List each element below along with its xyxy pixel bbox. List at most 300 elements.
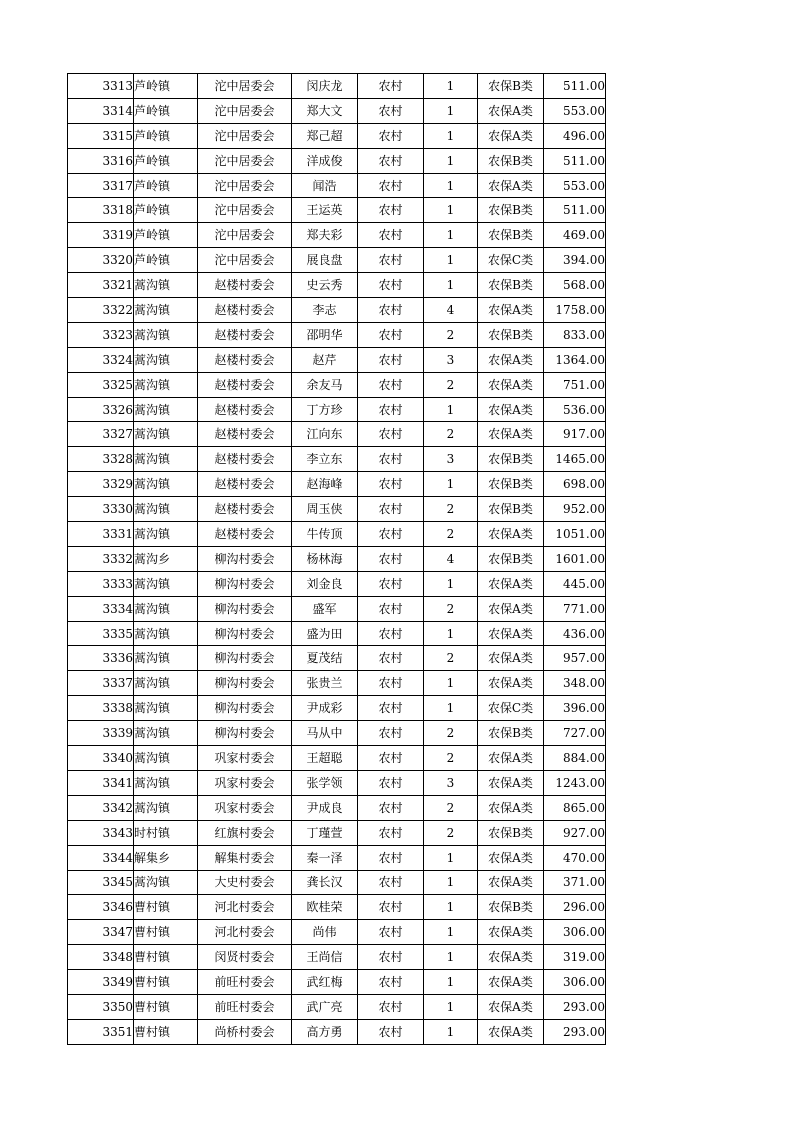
cell-household-type: 农村 [358,447,424,472]
cell-household-type: 农村 [358,522,424,547]
cell-amount: 771.00 [544,596,606,621]
cell-amount: 306.00 [544,970,606,995]
cell-household-type: 农村 [358,248,424,273]
table-row [68,795,606,820]
cell-town: 蒿沟镇 [134,397,198,422]
cell-town: 时村镇 [134,820,198,845]
cell-person-name: 张学领 [292,770,358,795]
cell-amount: 319.00 [544,945,606,970]
cell-town: 蒿沟镇 [134,422,198,447]
cell-person-count: 1 [424,1019,478,1044]
cell-town: 曹村镇 [134,994,198,1019]
cell-person-name: 史云秀 [292,273,358,298]
cell-insurance-category: 农保A类 [478,646,544,671]
cell-amount: 348.00 [544,671,606,696]
cell-household-type: 农村 [358,870,424,895]
cell-household-type: 农村 [358,646,424,671]
cell-amount: 536.00 [544,397,606,422]
cell-household-type: 农村 [358,397,424,422]
cell-village-committee: 柳沟村委会 [198,646,292,671]
cell-village-committee: 解集村委会 [198,845,292,870]
cell-person-name: 李立东 [292,447,358,472]
cell-village-committee: 前旺村委会 [198,994,292,1019]
cell-insurance-category: 农保A类 [478,596,544,621]
cell-town: 蒿沟镇 [134,447,198,472]
cell-person-count: 2 [424,322,478,347]
cell-town: 蒿沟镇 [134,347,198,372]
cell-serial-number: 3347 [68,920,134,945]
cell-person-name: 牛传顶 [292,522,358,547]
cell-household-type: 农村 [358,347,424,372]
cell-person-count: 3 [424,770,478,795]
cell-person-name: 周玉侠 [292,497,358,522]
cell-village-committee: 沱中居委会 [198,98,292,123]
cell-village-committee: 闵贤村委会 [198,945,292,970]
cell-person-name: 王运英 [292,198,358,223]
cell-household-type: 农村 [358,671,424,696]
cell-insurance-category: 农保B类 [478,148,544,173]
cell-village-committee: 赵楼村委会 [198,372,292,397]
cell-village-committee: 沱中居委会 [198,148,292,173]
cell-insurance-category: 农保A类 [478,422,544,447]
cell-household-type: 农村 [358,98,424,123]
cell-person-count: 2 [424,422,478,447]
cell-serial-number: 3337 [68,671,134,696]
table-row [68,746,606,771]
cell-person-count: 1 [424,123,478,148]
cell-village-committee: 赵楼村委会 [198,522,292,547]
cell-person-count: 3 [424,347,478,372]
cell-household-type: 农村 [358,820,424,845]
cell-amount: 293.00 [544,994,606,1019]
table-row [68,223,606,248]
cell-person-name: 赵海峰 [292,472,358,497]
cell-village-committee: 柳沟村委会 [198,571,292,596]
cell-person-name: 张贵兰 [292,671,358,696]
cell-person-name: 郑夫彩 [292,223,358,248]
cell-village-committee: 柳沟村委会 [198,721,292,746]
cell-person-name: 邵明华 [292,322,358,347]
cell-village-committee: 赵楼村委会 [198,322,292,347]
cell-household-type: 农村 [358,721,424,746]
cell-amount: 698.00 [544,472,606,497]
cell-insurance-category: 农保B类 [478,198,544,223]
cell-village-committee: 柳沟村委会 [198,621,292,646]
cell-serial-number: 3346 [68,895,134,920]
table-row [68,870,606,895]
cell-village-committee: 大史村委会 [198,870,292,895]
table-row [68,522,606,547]
cell-town: 曹村镇 [134,895,198,920]
table-row [68,895,606,920]
cell-person-count: 1 [424,671,478,696]
cell-serial-number: 3322 [68,298,134,323]
cell-serial-number: 3350 [68,994,134,1019]
cell-person-name: 秦一泽 [292,845,358,870]
cell-serial-number: 3343 [68,820,134,845]
cell-town: 蒿沟乡 [134,546,198,571]
cell-amount: 1465.00 [544,447,606,472]
cell-amount: 1051.00 [544,522,606,547]
cell-person-count: 1 [424,571,478,596]
cell-town: 蒿沟镇 [134,322,198,347]
table-row [68,596,606,621]
cell-serial-number: 3336 [68,646,134,671]
cell-town: 曹村镇 [134,1019,198,1044]
table-row [68,571,606,596]
table-row [68,546,606,571]
cell-insurance-category: 农保A类 [478,746,544,771]
cell-person-name: 闻浩 [292,173,358,198]
cell-insurance-category: 农保B类 [478,721,544,746]
cell-household-type: 农村 [358,372,424,397]
cell-serial-number: 3323 [68,322,134,347]
cell-person-name: 盛为田 [292,621,358,646]
cell-person-name: 洋成俊 [292,148,358,173]
cell-village-committee: 赵楼村委会 [198,347,292,372]
table-row [68,397,606,422]
table-row [68,372,606,397]
cell-town: 蒿沟镇 [134,795,198,820]
cell-household-type: 农村 [358,472,424,497]
cell-insurance-category: 农保A类 [478,970,544,995]
cell-town: 蒿沟镇 [134,770,198,795]
table-row [68,497,606,522]
cell-amount: 957.00 [544,646,606,671]
cell-household-type: 农村 [358,273,424,298]
table-row [68,1019,606,1044]
cell-person-count: 1 [424,945,478,970]
cell-person-count: 1 [424,223,478,248]
cell-town: 芦岭镇 [134,148,198,173]
cell-village-committee: 沱中居委会 [198,198,292,223]
cell-household-type: 农村 [358,945,424,970]
cell-village-committee: 柳沟村委会 [198,671,292,696]
cell-serial-number: 3317 [68,173,134,198]
cell-insurance-category: 农保B类 [478,322,544,347]
cell-serial-number: 3333 [68,571,134,596]
cell-insurance-category: 农保B类 [478,273,544,298]
cell-town: 蒿沟镇 [134,646,198,671]
cell-person-count: 1 [424,273,478,298]
cell-household-type: 农村 [358,994,424,1019]
cell-village-committee: 巩家村委会 [198,795,292,820]
cell-serial-number: 3320 [68,248,134,273]
cell-person-name: 江向东 [292,422,358,447]
cell-amount: 1243.00 [544,770,606,795]
cell-amount: 293.00 [544,1019,606,1044]
cell-town: 蒿沟镇 [134,273,198,298]
cell-village-committee: 沱中居委会 [198,248,292,273]
cell-town: 解集乡 [134,845,198,870]
cell-household-type: 农村 [358,621,424,646]
cell-amount: 751.00 [544,372,606,397]
cell-amount: 394.00 [544,248,606,273]
cell-insurance-category: 农保B类 [478,895,544,920]
cell-amount: 511.00 [544,148,606,173]
cell-household-type: 农村 [358,571,424,596]
table-row [68,920,606,945]
table-row [68,123,606,148]
cell-person-name: 郑己超 [292,123,358,148]
table-row [68,273,606,298]
cell-person-name: 尚伟 [292,920,358,945]
cell-serial-number: 3351 [68,1019,134,1044]
cell-insurance-category: 农保A类 [478,795,544,820]
cell-insurance-category: 农保A类 [478,123,544,148]
cell-village-committee: 沱中居委会 [198,74,292,99]
cell-village-committee: 柳沟村委会 [198,596,292,621]
cell-insurance-category: 农保B类 [478,546,544,571]
cell-person-count: 2 [424,820,478,845]
cell-insurance-category: 农保A类 [478,397,544,422]
cell-village-committee: 赵楼村委会 [198,397,292,422]
cell-person-count: 1 [424,472,478,497]
cell-amount: 445.00 [544,571,606,596]
cell-village-committee: 红旗村委会 [198,820,292,845]
cell-serial-number: 3326 [68,397,134,422]
cell-person-name: 丁瑾萱 [292,820,358,845]
cell-household-type: 农村 [358,596,424,621]
table-row [68,770,606,795]
cell-person-count: 2 [424,795,478,820]
cell-person-count: 2 [424,646,478,671]
cell-amount: 952.00 [544,497,606,522]
cell-person-name: 李志 [292,298,358,323]
cell-household-type: 农村 [358,198,424,223]
cell-town: 蒿沟镇 [134,671,198,696]
cell-person-count: 1 [424,397,478,422]
cell-person-count: 1 [424,74,478,99]
table-row [68,646,606,671]
cell-insurance-category: 农保A类 [478,98,544,123]
cell-town: 芦岭镇 [134,123,198,148]
cell-serial-number: 3319 [68,223,134,248]
cell-person-name: 刘金良 [292,571,358,596]
cell-person-name: 欧桂荣 [292,895,358,920]
table-row [68,820,606,845]
cell-village-committee: 赵楼村委会 [198,497,292,522]
cell-insurance-category: 农保A类 [478,1019,544,1044]
cell-person-count: 2 [424,596,478,621]
cell-serial-number: 3328 [68,447,134,472]
cell-insurance-category: 农保A类 [478,522,544,547]
cell-town: 蒿沟镇 [134,621,198,646]
cell-person-name: 马从中 [292,721,358,746]
table-row [68,248,606,273]
cell-insurance-category: 农保A类 [478,571,544,596]
table-row [68,845,606,870]
cell-insurance-category: 农保A类 [478,870,544,895]
cell-person-name: 尹成彩 [292,696,358,721]
cell-insurance-category: 农保A类 [478,621,544,646]
cell-insurance-category: 农保A类 [478,347,544,372]
cell-village-committee: 赵楼村委会 [198,447,292,472]
cell-insurance-category: 农保A类 [478,770,544,795]
cell-person-name: 闵庆龙 [292,74,358,99]
cell-town: 芦岭镇 [134,248,198,273]
cell-amount: 396.00 [544,696,606,721]
cell-amount: 568.00 [544,273,606,298]
table-row [68,422,606,447]
cell-person-name: 夏茂结 [292,646,358,671]
table-row [68,148,606,173]
cell-serial-number: 3330 [68,497,134,522]
table-row [68,347,606,372]
cell-person-name: 盛军 [292,596,358,621]
cell-household-type: 农村 [358,173,424,198]
cell-village-committee: 沱中居委会 [198,223,292,248]
cell-village-committee: 沱中居委会 [198,123,292,148]
cell-village-committee: 柳沟村委会 [198,546,292,571]
cell-household-type: 农村 [358,497,424,522]
cell-person-name: 武广亮 [292,994,358,1019]
table-row [68,994,606,1019]
cell-household-type: 农村 [358,746,424,771]
cell-person-count: 1 [424,970,478,995]
cell-village-committee: 前旺村委会 [198,970,292,995]
cell-serial-number: 3314 [68,98,134,123]
cell-household-type: 农村 [358,322,424,347]
table-row [68,98,606,123]
cell-person-count: 2 [424,522,478,547]
cell-household-type: 农村 [358,123,424,148]
cell-serial-number: 3332 [68,546,134,571]
cell-town: 曹村镇 [134,920,198,945]
roster-table [67,73,606,1045]
cell-town: 曹村镇 [134,970,198,995]
cell-person-name: 龚长汉 [292,870,358,895]
cell-serial-number: 3338 [68,696,134,721]
cell-village-committee: 柳沟村委会 [198,696,292,721]
cell-household-type: 农村 [358,696,424,721]
cell-person-name: 赵芹 [292,347,358,372]
cell-town: 蒿沟镇 [134,472,198,497]
cell-person-count: 1 [424,895,478,920]
cell-insurance-category: 农保B类 [478,74,544,99]
cell-person-name: 展良盘 [292,248,358,273]
cell-amount: 469.00 [544,223,606,248]
cell-serial-number: 3342 [68,795,134,820]
cell-amount: 1364.00 [544,347,606,372]
cell-person-name: 武红梅 [292,970,358,995]
cell-person-name: 丁方珍 [292,397,358,422]
cell-person-count: 2 [424,746,478,771]
cell-village-committee: 河北村委会 [198,920,292,945]
cell-serial-number: 3325 [68,372,134,397]
cell-amount: 865.00 [544,795,606,820]
cell-village-committee: 巩家村委会 [198,770,292,795]
cell-town: 芦岭镇 [134,74,198,99]
cell-person-name: 王超聪 [292,746,358,771]
cell-household-type: 农村 [358,845,424,870]
cell-serial-number: 3334 [68,596,134,621]
table-row [68,447,606,472]
cell-amount: 296.00 [544,895,606,920]
cell-household-type: 农村 [358,920,424,945]
cell-person-count: 1 [424,621,478,646]
cell-person-count: 1 [424,148,478,173]
cell-town: 蒿沟镇 [134,696,198,721]
cell-serial-number: 3321 [68,273,134,298]
cell-serial-number: 3341 [68,770,134,795]
cell-serial-number: 3329 [68,472,134,497]
cell-person-count: 1 [424,994,478,1019]
cell-town: 蒿沟镇 [134,372,198,397]
cell-insurance-category: 农保A类 [478,671,544,696]
cell-household-type: 农村 [358,895,424,920]
cell-amount: 511.00 [544,74,606,99]
cell-insurance-category: 农保A类 [478,920,544,945]
cell-insurance-category: 农保A类 [478,372,544,397]
cell-person-name: 高方勇 [292,1019,358,1044]
cell-household-type: 农村 [358,546,424,571]
cell-insurance-category: 农保C类 [478,248,544,273]
cell-serial-number: 3324 [68,347,134,372]
cell-person-name: 郑大文 [292,98,358,123]
table-row [68,621,606,646]
cell-household-type: 农村 [358,795,424,820]
cell-household-type: 农村 [358,148,424,173]
cell-village-committee: 赵楼村委会 [198,422,292,447]
cell-insurance-category: 农保A类 [478,298,544,323]
cell-household-type: 农村 [358,770,424,795]
cell-village-committee: 赵楼村委会 [198,472,292,497]
cell-amount: 1758.00 [544,298,606,323]
cell-amount: 1601.00 [544,546,606,571]
cell-amount: 371.00 [544,870,606,895]
cell-person-name: 杨林海 [292,546,358,571]
cell-person-count: 1 [424,870,478,895]
cell-town: 蒿沟镇 [134,497,198,522]
table-row [68,74,606,99]
cell-town: 蒿沟镇 [134,870,198,895]
cell-amount: 727.00 [544,721,606,746]
table-row [68,472,606,497]
table-row [68,696,606,721]
cell-village-committee: 尚桥村委会 [198,1019,292,1044]
cell-insurance-category: 农保C类 [478,696,544,721]
cell-amount: 884.00 [544,746,606,771]
cell-insurance-category: 农保A类 [478,845,544,870]
cell-town: 曹村镇 [134,945,198,970]
cell-town: 蒿沟镇 [134,746,198,771]
cell-amount: 553.00 [544,173,606,198]
table-row [68,671,606,696]
cell-household-type: 农村 [358,74,424,99]
cell-amount: 496.00 [544,123,606,148]
cell-serial-number: 3335 [68,621,134,646]
cell-amount: 306.00 [544,920,606,945]
table-row [68,970,606,995]
table-row [68,721,606,746]
cell-town: 芦岭镇 [134,98,198,123]
cell-person-count: 1 [424,198,478,223]
cell-household-type: 农村 [358,223,424,248]
cell-insurance-category: 农保A类 [478,173,544,198]
cell-person-count: 2 [424,497,478,522]
cell-amount: 470.00 [544,845,606,870]
cell-person-count: 4 [424,546,478,571]
cell-serial-number: 3313 [68,74,134,99]
cell-serial-number: 3349 [68,970,134,995]
cell-serial-number: 3316 [68,148,134,173]
cell-serial-number: 3345 [68,870,134,895]
cell-village-committee: 赵楼村委会 [198,298,292,323]
cell-town: 芦岭镇 [134,223,198,248]
cell-amount: 436.00 [544,621,606,646]
table-row [68,298,606,323]
